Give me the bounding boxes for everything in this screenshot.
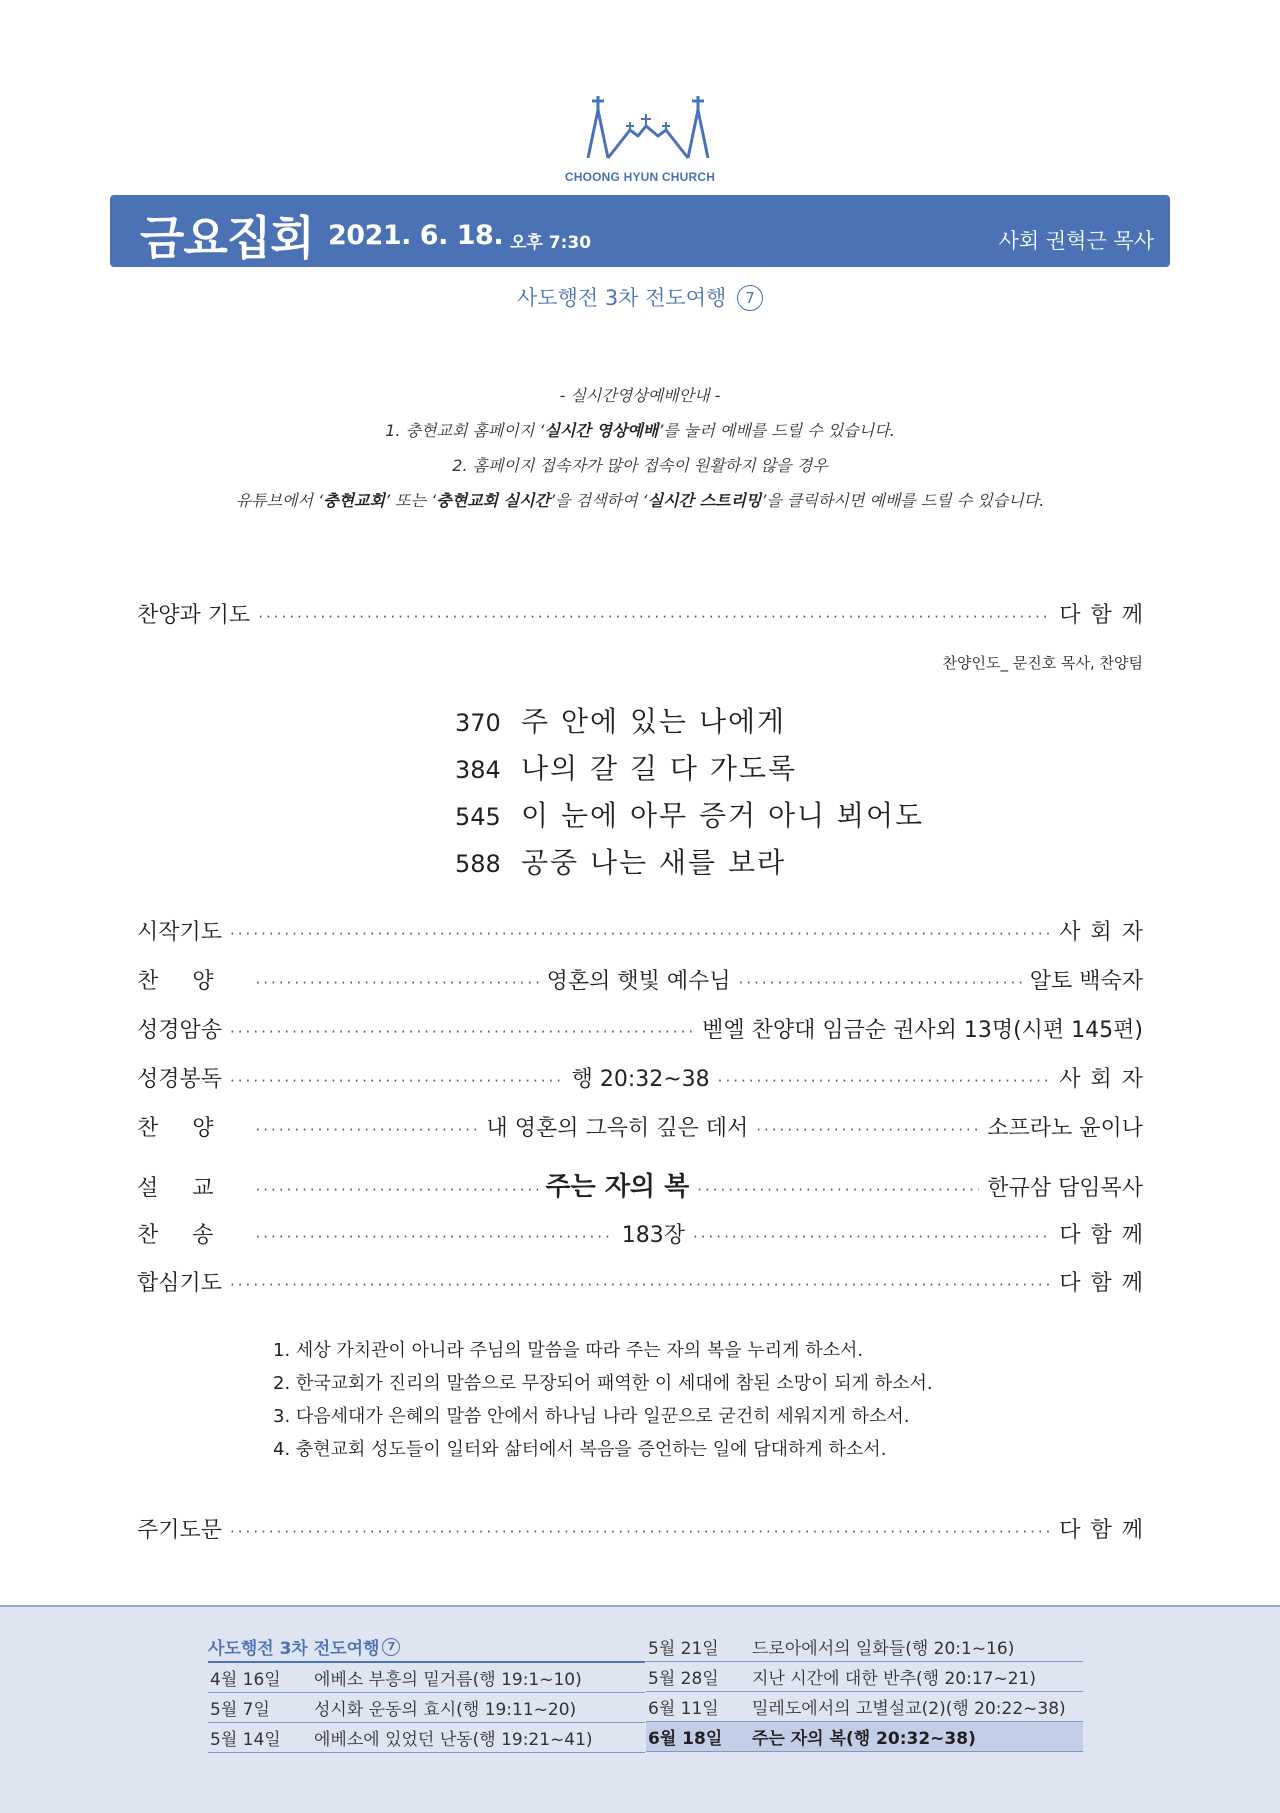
schedule-date: 4월 16일 xyxy=(210,1670,281,1690)
order-label: 시작기도 xyxy=(137,920,223,945)
schedule-heading-text: 사도행전 3차 전도여행 xyxy=(208,1639,380,1659)
order-row-recitation xyxy=(137,1013,1143,1047)
schedule-date: 6월 11일 xyxy=(648,1699,719,1719)
schedule-column-right xyxy=(646,1632,1083,1752)
schedule-title: 주는 자의 복(행 20:32~38) xyxy=(752,1729,976,1749)
order-label: 합심기도 xyxy=(137,1271,223,1296)
order-row-united-prayer xyxy=(137,1266,1153,1300)
schedule-date: 5월 14일 xyxy=(210,1730,281,1750)
schedule-row xyxy=(208,1663,645,1693)
order-row-hymn xyxy=(137,1218,1153,1252)
hymn-row xyxy=(455,700,1280,740)
order-label: 성경암송 xyxy=(137,1018,223,1043)
praise-leader-note: 찬양인도_ 문진호 목사, 찬양팀 xyxy=(942,654,1143,672)
hymn-row xyxy=(455,794,1280,834)
service-time: 오후 7:30 xyxy=(510,233,592,253)
schedule-title: 지난 시간에 대한 반추(행 20:17~21) xyxy=(752,1669,1036,1689)
order-middle: 내 영혼의 그윽히 깊은 데서 xyxy=(486,1116,749,1141)
schedule-column-left xyxy=(208,1632,645,1753)
notice-text: ’을 클릭하시면 예배를 드릴 수 있습니다. xyxy=(761,491,1045,510)
order-middle: 행 20:32~38 xyxy=(571,1067,710,1092)
order-right: 한규삼 담임목사 xyxy=(987,1176,1143,1201)
hymn-number: 370 xyxy=(455,709,501,737)
notice-line-1 xyxy=(0,413,1280,448)
order-label: 성경봉독 xyxy=(137,1067,223,1092)
series-title xyxy=(0,282,1280,312)
presider: 사회 권혁근 목사 xyxy=(998,229,1154,253)
notice-text: ’를 눌러 예배를 드릴 수 있습니다. xyxy=(658,421,895,440)
order-row-special-song-1 xyxy=(137,964,1143,998)
dot-leader xyxy=(718,1072,1052,1090)
hymn-row xyxy=(455,747,1280,787)
order-row-lords-prayer xyxy=(137,1513,1153,1547)
schedule-row xyxy=(646,1632,1083,1662)
schedule-heading-number: 7 xyxy=(382,1638,400,1656)
order-label: 주기도문 xyxy=(137,1518,223,1543)
order-right: 다함께 xyxy=(1059,1223,1153,1248)
notice-heading: - 실시간영상예배안내 - xyxy=(559,386,721,405)
dot-leader xyxy=(697,1181,979,1199)
order-label: 찬양 xyxy=(137,1116,248,1141)
prayer-item: 2. 한국교회가 진리의 말씀으로 무장되어 패역한 이 세대에 참된 소망이 되게 하소서. xyxy=(273,1373,933,1394)
service-date: 2021. 6. 18. xyxy=(328,220,504,251)
order-right: 소프라노 윤이나 xyxy=(987,1116,1143,1141)
hymn-title: 이 눈에 아무 증거 아니 뵈어도 xyxy=(521,799,925,832)
notice-line-3 xyxy=(0,483,1280,518)
order-middle: 183장 xyxy=(621,1223,685,1248)
schedule-row-current xyxy=(646,1722,1083,1752)
order-middle: 영혼의 햇빛 예수님 xyxy=(546,969,731,994)
schedule-row xyxy=(646,1662,1083,1692)
hymn-title: 나의 갈 길 다 가도록 xyxy=(521,752,797,785)
schedule-date: 5월 28일 xyxy=(648,1669,719,1689)
order-right: 벧엘 찬양대 임금순 권사외 13명(시편 145편) xyxy=(702,1018,1143,1043)
schedule-date: 6월 18일 xyxy=(648,1729,723,1749)
sermon-title: 주는 자의 복 xyxy=(545,1172,690,1202)
notice-text: ’ 또는 ‘ xyxy=(384,491,437,510)
notice-emphasis: 충현교회 xyxy=(323,491,385,510)
hymn-title: 공중 나는 새를 보라 xyxy=(521,846,787,879)
series-title-text: 사도행전 3차 전도여행 xyxy=(517,286,727,310)
order-row-scripture xyxy=(137,1062,1154,1096)
live-stream-notice xyxy=(0,378,1280,518)
order-label: 찬송 xyxy=(137,1223,248,1248)
notice-emphasis: 실시간 스트리밍 xyxy=(647,491,762,510)
dot-leader xyxy=(739,974,1022,992)
order-right: 사회자 xyxy=(1059,920,1153,945)
order-row-opening-prayer xyxy=(137,915,1153,949)
dot-leader xyxy=(230,1276,1051,1294)
logo-text: CHOONG HYUN CHURCH xyxy=(564,170,716,184)
schedule-title: 밀레도에서의 고별설교(2)(행 20:22~38) xyxy=(752,1699,1066,1719)
order-label: 찬양 xyxy=(137,969,248,994)
schedule-title: 드로아에서의 일화들(행 20:1~16) xyxy=(752,1639,1015,1659)
order-row-special-song-2 xyxy=(137,1111,1143,1145)
hymn-number: 588 xyxy=(455,850,501,878)
dot-leader xyxy=(256,1121,479,1139)
hymn-title: 주 안에 있는 나에게 xyxy=(521,705,787,738)
dot-leader xyxy=(230,1072,564,1090)
church-logo-icon xyxy=(580,92,715,162)
dot-leader xyxy=(230,1523,1051,1541)
hymn-row xyxy=(455,841,1280,881)
notice-emphasis: 실시간 영상예배 xyxy=(544,421,659,440)
order-right: 다함께 xyxy=(1059,1518,1153,1543)
dot-leader xyxy=(256,1228,614,1246)
dot-leader xyxy=(756,1121,979,1139)
notice-text: 1. 충현교회 홈페이지 ‘ xyxy=(385,421,545,440)
prayer-item: 4. 충현교회 성도들이 일터와 삶터에서 복음을 증언하는 일에 담대하게 하소서. xyxy=(273,1439,887,1460)
hymn-number: 384 xyxy=(455,756,501,784)
series-schedule-footer xyxy=(0,1605,1280,1813)
schedule-title: 에베소 부흥의 밑거름(행 19:1~10) xyxy=(314,1670,582,1690)
order-label: 찬양과 기도 xyxy=(137,603,251,628)
schedule-title: 성시화 운동의 효시(행 19:11~20) xyxy=(314,1700,577,1720)
prayer-item: 3. 다음세대가 은혜의 말씀 안에서 하나님 나라 일꾼으로 굳건히 세워지게 하소서. xyxy=(273,1406,910,1427)
order-label: 설교 xyxy=(137,1176,248,1201)
order-row-sermon xyxy=(137,1166,1143,1200)
notice-emphasis: 충현교회 실시간 xyxy=(436,491,550,510)
schedule-title: 에베소에 있었던 난동(행 19:21~41) xyxy=(314,1730,593,1750)
schedule-date: 5월 21일 xyxy=(648,1639,719,1659)
notice-text: 유튜브에서 ‘ xyxy=(235,491,324,510)
prayer-item: 1. 세상 가치관이 아니라 주님의 말씀을 따라 주는 자의 복을 누리게 하소서. xyxy=(273,1340,864,1361)
schedule-heading xyxy=(208,1632,645,1663)
schedule-row xyxy=(646,1692,1083,1722)
dot-leader xyxy=(230,925,1051,943)
schedule-date: 5월 7일 xyxy=(210,1700,270,1720)
schedule-row xyxy=(208,1693,645,1723)
order-row-praise xyxy=(137,598,1153,632)
notice-line-2: 2. 홈페이지 접속자가 많아 접속이 원활하지 않을 경우 xyxy=(452,456,828,475)
order-right: 다함께 xyxy=(1059,603,1153,628)
hymn-number: 545 xyxy=(455,803,501,831)
dot-leader xyxy=(256,1181,538,1199)
dot-leader xyxy=(230,1023,694,1041)
order-right: 사회자 xyxy=(1059,1067,1154,1092)
dot-leader xyxy=(258,608,1051,626)
order-right: 다함께 xyxy=(1059,1271,1153,1296)
dot-leader xyxy=(693,1228,1051,1246)
page-title: 금요집회 xyxy=(140,211,314,265)
notice-text: ’을 검색하여 ‘ xyxy=(550,491,648,510)
series-number-badge: 7 xyxy=(737,285,763,311)
schedule-row xyxy=(208,1723,645,1753)
header-banner xyxy=(110,195,1170,267)
order-right: 알토 백숙자 xyxy=(1029,969,1143,994)
dot-leader xyxy=(256,974,539,992)
